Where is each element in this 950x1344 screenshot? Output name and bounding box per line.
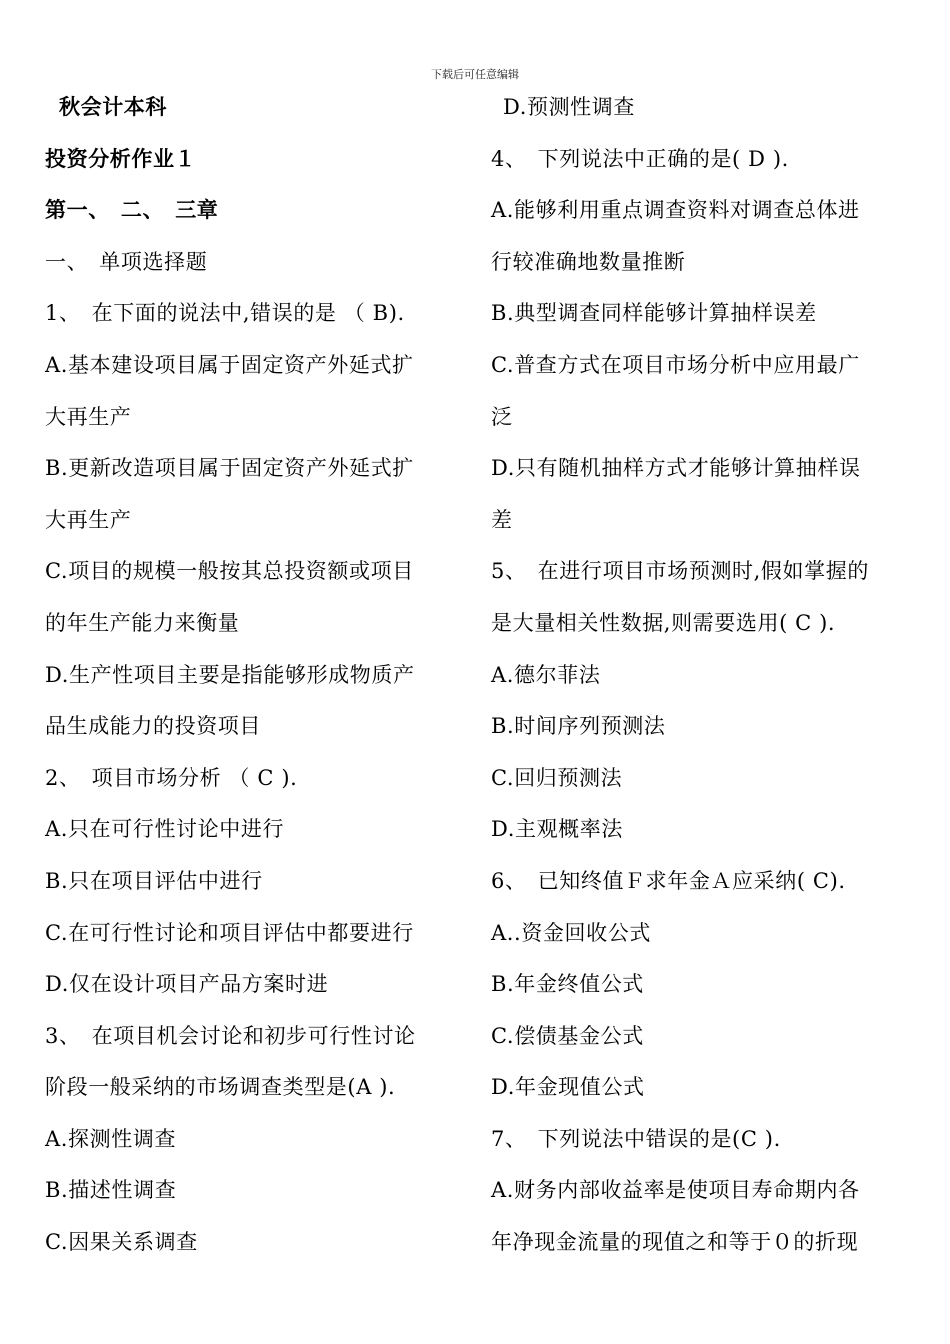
text-line: C.回归预测法: [491, 765, 623, 790]
text-line: B.典型调查同样能够计算抽样误差: [491, 301, 817, 326]
text-line: 7、 下列说法中错误的是(C ).: [491, 1126, 781, 1151]
text-line: 年净现金流量的现值之和等于０的折现: [491, 1230, 859, 1255]
text-line: 差: [491, 507, 513, 532]
text-line: 3、 在项目机会讨论和初步可行性讨论: [45, 1023, 416, 1048]
text-line: 第一、 二、 三章: [45, 198, 219, 223]
text-line: B.只在项目评估中进行: [45, 868, 263, 893]
text-line: A.德尔菲法: [491, 662, 601, 687]
text-line: 6、 已知终值Ｆ求年金Ａ应采纳( C).: [491, 868, 846, 893]
text-line: 品生成能力的投资项目: [45, 714, 261, 739]
text-line: A.探测性调查: [45, 1126, 177, 1151]
text-line: 行较准确地数量推断: [491, 249, 686, 274]
text-line: A.只在可行性讨论中进行: [45, 817, 285, 842]
text-line: 1、 在下面的说法中,错误的是 （ B).: [45, 301, 405, 326]
text-line: D.预测性调查: [503, 95, 635, 119]
text-line: 大再生产: [45, 507, 132, 532]
text-line: 4、 下列说法中正确的是( D ).: [491, 146, 789, 171]
right-column: [491, 82, 916, 1269]
text-line: 2、 项目市场分析 （ C ).: [45, 765, 298, 790]
text-line: B.描述性调查: [45, 1178, 177, 1203]
text-line: 大再生产: [45, 404, 132, 429]
text-line: B.时间序列预测法: [491, 714, 666, 739]
text-line: 的年生产能力来衡量: [45, 610, 240, 635]
text-line: A.能够利用重点调查资料对调查总体进: [491, 198, 860, 223]
text-line: 5、 在进行项目市场预测时,假如掌握的: [491, 559, 869, 584]
text-line: A.基本建设项目属于固定资产外延式扩: [45, 352, 414, 377]
text-line: 泛: [491, 404, 513, 429]
text-line: D.主观概率法: [491, 817, 623, 842]
text-line: 一、 单项选择题: [45, 249, 208, 274]
text-line: 是大量相关性数据,则需要选用( C ).: [491, 610, 836, 635]
text-line: C.项目的规模一般按其总投资额或项目: [45, 559, 414, 584]
text-line: C.因果关系调查: [45, 1230, 198, 1255]
left-column: [45, 82, 465, 1269]
text-line: D.只有随机抽样方式才能够计算抽样误: [491, 456, 861, 481]
text-line: C.普查方式在项目市场分析中应用最广: [491, 352, 860, 377]
text-line: 投资分析作业１: [45, 146, 197, 171]
text-line: D.生产性项目主要是指能够形成物质产: [45, 662, 415, 687]
text-line: B.更新改造项目属于固定资产外延式扩: [45, 456, 414, 481]
text-line: B.年金终值公式: [491, 972, 644, 997]
page-header: 下载后可任意编辑: [431, 68, 519, 81]
text-line: C.偿债基金公式: [491, 1023, 644, 1048]
text-line: A..资金回收公式: [491, 920, 651, 945]
text-line: C.在可行性讨论和项目评估中都要进行: [45, 920, 414, 945]
text-line: A.财务内部收益率是使项目寿命期内各: [491, 1178, 860, 1203]
text-line: D.年金现值公式: [491, 1075, 645, 1100]
text-line: 阶段一般采纳的市场调查类型是(A ).: [45, 1075, 396, 1100]
text-line: D.仅在设计项目产品方案时进: [45, 972, 329, 997]
text-line: 秋会计本科: [59, 95, 167, 119]
